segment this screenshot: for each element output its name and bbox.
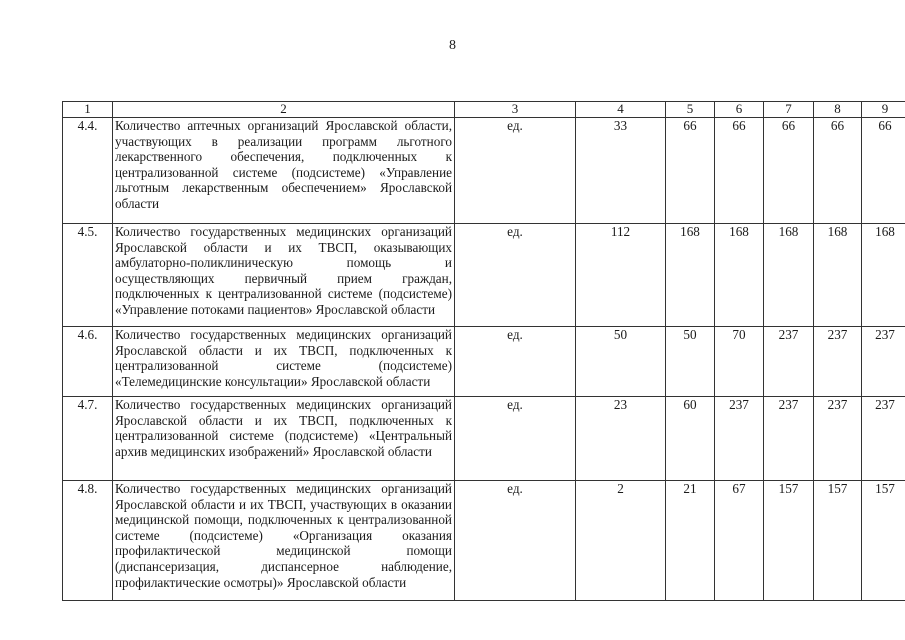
column-header: 7 xyxy=(764,102,814,118)
row-value: 168 xyxy=(715,224,764,327)
column-header: 6 xyxy=(715,102,764,118)
row-unit: ед. xyxy=(455,327,576,397)
row-unit: ед. xyxy=(455,481,576,601)
row-number: 4.4. xyxy=(63,118,113,224)
column-header: 5 xyxy=(666,102,715,118)
row-value: 50 xyxy=(576,327,666,397)
row-description: Количество аптечных организаций Ярославской области, участвующих в реализации программ льготного лекарственного обеспечения, подключенных к централизованной системе (подсистеме) «Управление льготным лекарственным обеспечением» Ярославской области xyxy=(113,118,455,224)
row-value: 66 xyxy=(764,118,814,224)
column-header: 3 xyxy=(455,102,576,118)
row-value: 168 xyxy=(862,224,905,327)
row-value: 66 xyxy=(666,118,715,224)
page-number: 8 xyxy=(449,38,456,53)
column-header: 1 xyxy=(63,102,113,118)
row-value: 33 xyxy=(576,118,666,224)
row-unit: ед. xyxy=(455,224,576,327)
table-row xyxy=(63,118,905,224)
row-value: 237 xyxy=(862,397,905,481)
table-row xyxy=(63,327,905,397)
column-header: 9 xyxy=(862,102,905,118)
row-value: 60 xyxy=(666,397,715,481)
row-value: 237 xyxy=(814,397,862,481)
row-number: 4.7. xyxy=(63,397,113,481)
row-value: 157 xyxy=(814,481,862,601)
row-value: 168 xyxy=(764,224,814,327)
table-row xyxy=(63,224,905,327)
row-number: 4.8. xyxy=(63,481,113,601)
row-value: 237 xyxy=(764,397,814,481)
row-value: 66 xyxy=(715,118,764,224)
row-number: 4.6. xyxy=(63,327,113,397)
row-value: 67 xyxy=(715,481,764,601)
row-value: 168 xyxy=(814,224,862,327)
row-description: Количество государственных медицинских организаций Ярославской области и их ТВСП, участвующих в оказании медицинской помощи, подключенных к централизованной системе (подсистеме) «Организация оказания профилактической медицинской помощи (диспансеризация, диспансерное наблюдение, профилактические осмотры)» Ярославской области xyxy=(113,481,455,601)
row-unit: ед. xyxy=(455,118,576,224)
row-value: 237 xyxy=(862,327,905,397)
column-header: 4 xyxy=(576,102,666,118)
row-description: Количество государственных медицинских организаций Ярославской области и их ТВСП, подключенных к централизованной системе (подсистеме) «Центральный архив медицинских изображений» Ярославской области xyxy=(113,397,455,481)
row-value: 237 xyxy=(764,327,814,397)
row-value: 66 xyxy=(862,118,905,224)
row-value: 66 xyxy=(814,118,862,224)
row-value: 112 xyxy=(576,224,666,327)
row-value: 237 xyxy=(814,327,862,397)
row-value: 157 xyxy=(764,481,814,601)
row-unit: ед. xyxy=(455,397,576,481)
row-value: 21 xyxy=(666,481,715,601)
row-value: 50 xyxy=(666,327,715,397)
row-value: 23 xyxy=(576,397,666,481)
table-row xyxy=(63,481,905,601)
row-value: 2 xyxy=(576,481,666,601)
row-number: 4.5. xyxy=(63,224,113,327)
column-header: 2 xyxy=(113,102,455,118)
row-value: 237 xyxy=(715,397,764,481)
row-value: 157 xyxy=(862,481,905,601)
row-value: 168 xyxy=(666,224,715,327)
table-row xyxy=(63,397,905,481)
row-description: Количество государственных медицинских организаций Ярославской области и их ТВСП, оказывающих амбулаторно-поликлиническую помощь и осуществляющих первичный прием граждан, подключенных к централизованной системе (подсистеме) «Управление потоками пациентов» Ярославской области xyxy=(113,224,455,327)
indicator-table xyxy=(62,101,905,601)
row-description: Количество государственных медицинских организаций Ярославской области и их ТВСП, подключенных к централизованной системе (подсистеме) «Телемедицинские консультации» Ярославской области xyxy=(113,327,455,397)
table-header-row xyxy=(63,102,905,118)
column-header: 8 xyxy=(814,102,862,118)
row-value: 70 xyxy=(715,327,764,397)
